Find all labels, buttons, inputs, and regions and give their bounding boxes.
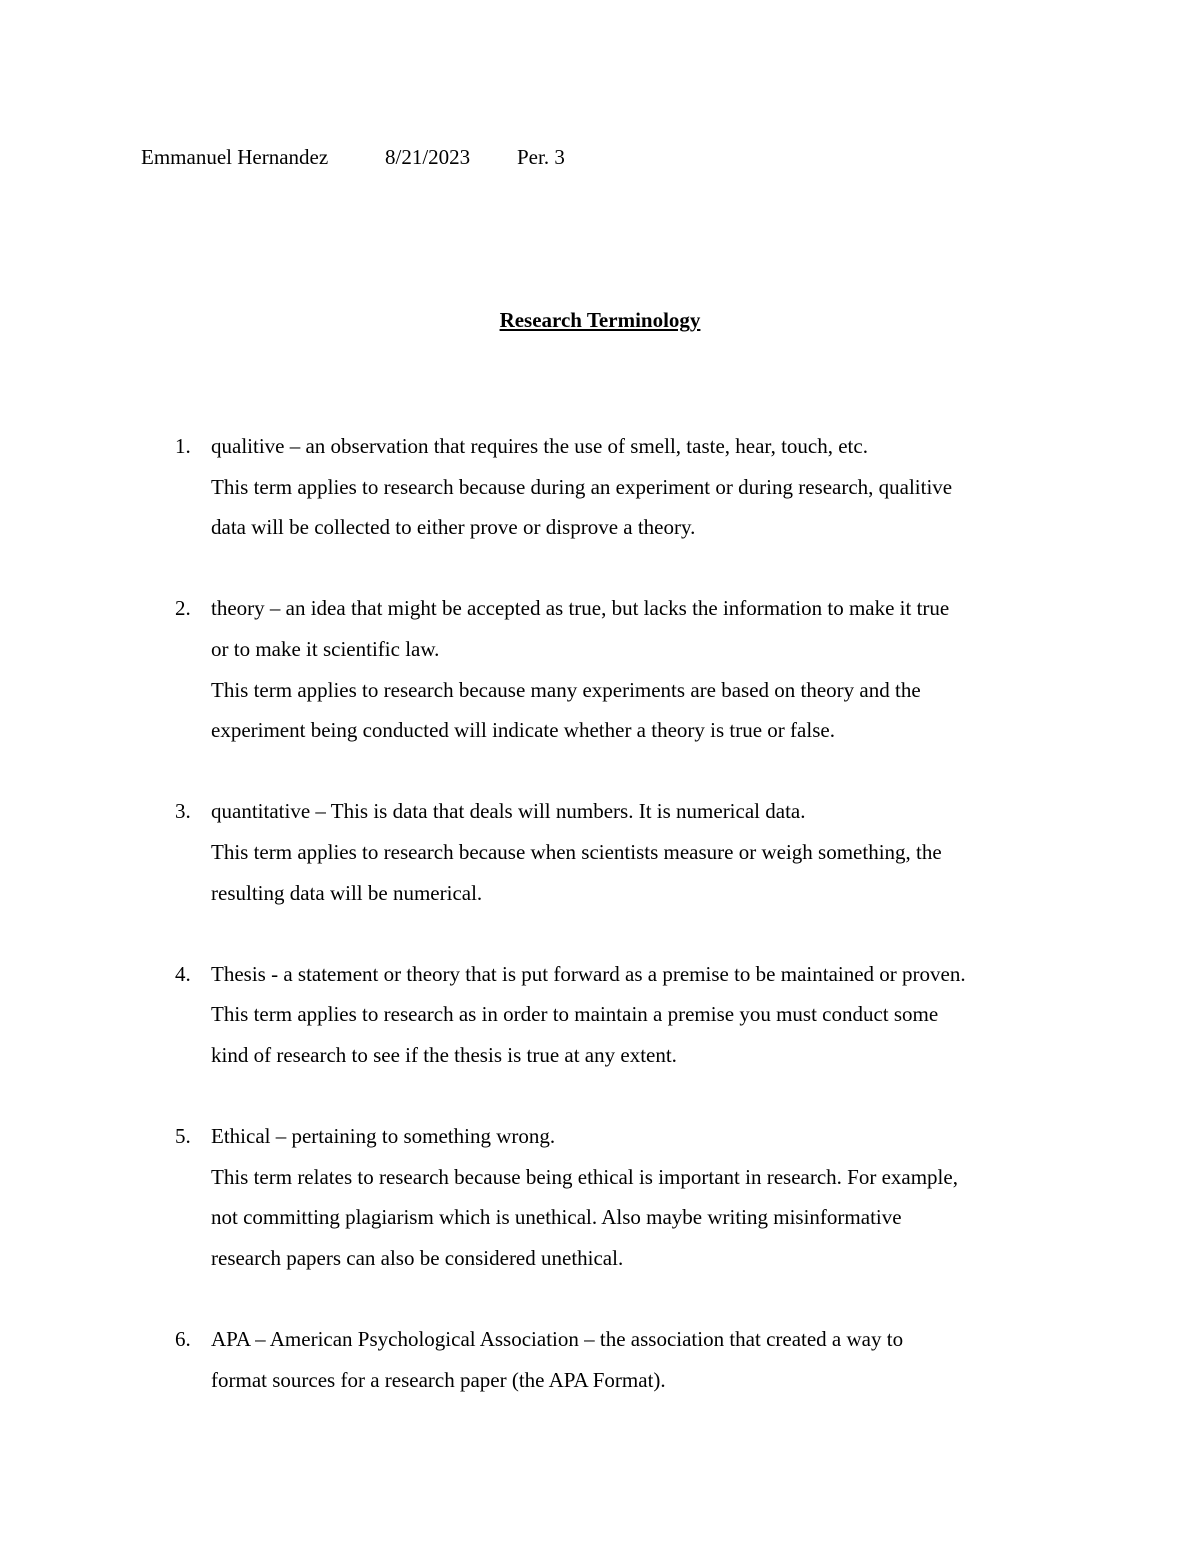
term-text-line: or to make it scientific law.: [211, 636, 440, 661]
term-number: 2.: [175, 596, 191, 621]
term-number: 5.: [175, 1124, 191, 1149]
term-definition: quantitative – This is data that deals will numbers. It is numerical data.: [211, 799, 806, 824]
term-text-line: format sources for a research paper (the APA Format).: [211, 1367, 666, 1392]
term-text-line: research papers can also be considered unethical.: [211, 1245, 624, 1270]
term-definition: theory – an idea that might be accepted as true, but lacks the information to make it true: [211, 596, 950, 621]
document-header: [141, 143, 565, 171]
class-period: Per. 3: [517, 145, 565, 169]
term-number: 6.: [175, 1327, 191, 1352]
term-list: [0, 426, 1200, 1441]
term-text-line: This term applies to research because during an experiment or during research, qualitive: [211, 474, 953, 499]
term-text-line: This term relates to research because being ethical is important in research. For example,: [211, 1164, 958, 1189]
term-item: [0, 954, 1071, 1076]
term-text-line: This term applies to research because when scientists measure or weigh something, the: [211, 839, 942, 864]
term-item: [0, 791, 1071, 913]
term-definition: APA – American Psychological Association – the association that created a way to: [211, 1327, 904, 1352]
term-item: [0, 588, 1071, 750]
term-number: 3.: [175, 799, 191, 824]
term-definition: Thesis - a statement or theory that is put forward as a premise to be maintained or proven.: [211, 961, 966, 986]
document-date: 8/21/2023: [385, 145, 471, 169]
term-text-line: resulting data will be numerical.: [211, 880, 483, 905]
term-number: 1.: [175, 434, 191, 458]
term-text-line: data will be collected to either prove or disprove a theory.: [211, 515, 696, 540]
term-text-line: This term applies to research because many experiments are based on theory and the: [211, 677, 921, 702]
term-item: [0, 1319, 1071, 1400]
term-text-line: not committing plagiarism which is unethical. Also maybe writing misinformative: [211, 1205, 902, 1230]
page-title: Research Terminology: [499, 308, 701, 332]
term-text-line: This term applies to research as in order to maintain a premise you must conduct some: [211, 1002, 939, 1027]
term-text-line: experiment being conducted will indicate whether a theory is true or false.: [211, 718, 835, 743]
term-item: [0, 1116, 1071, 1278]
term-definition: qualitive – an observation that requires the use of smell, taste, hear, touch, etc.: [211, 434, 868, 458]
term-text-line: kind of research to see if the thesis is true at any extent.: [211, 1042, 677, 1067]
student-name: Emmanuel Hernandez: [141, 145, 329, 169]
term-number: 4.: [175, 961, 191, 986]
term-item: [0, 426, 1071, 548]
term-definition: Ethical – pertaining to something wrong.: [211, 1124, 556, 1149]
